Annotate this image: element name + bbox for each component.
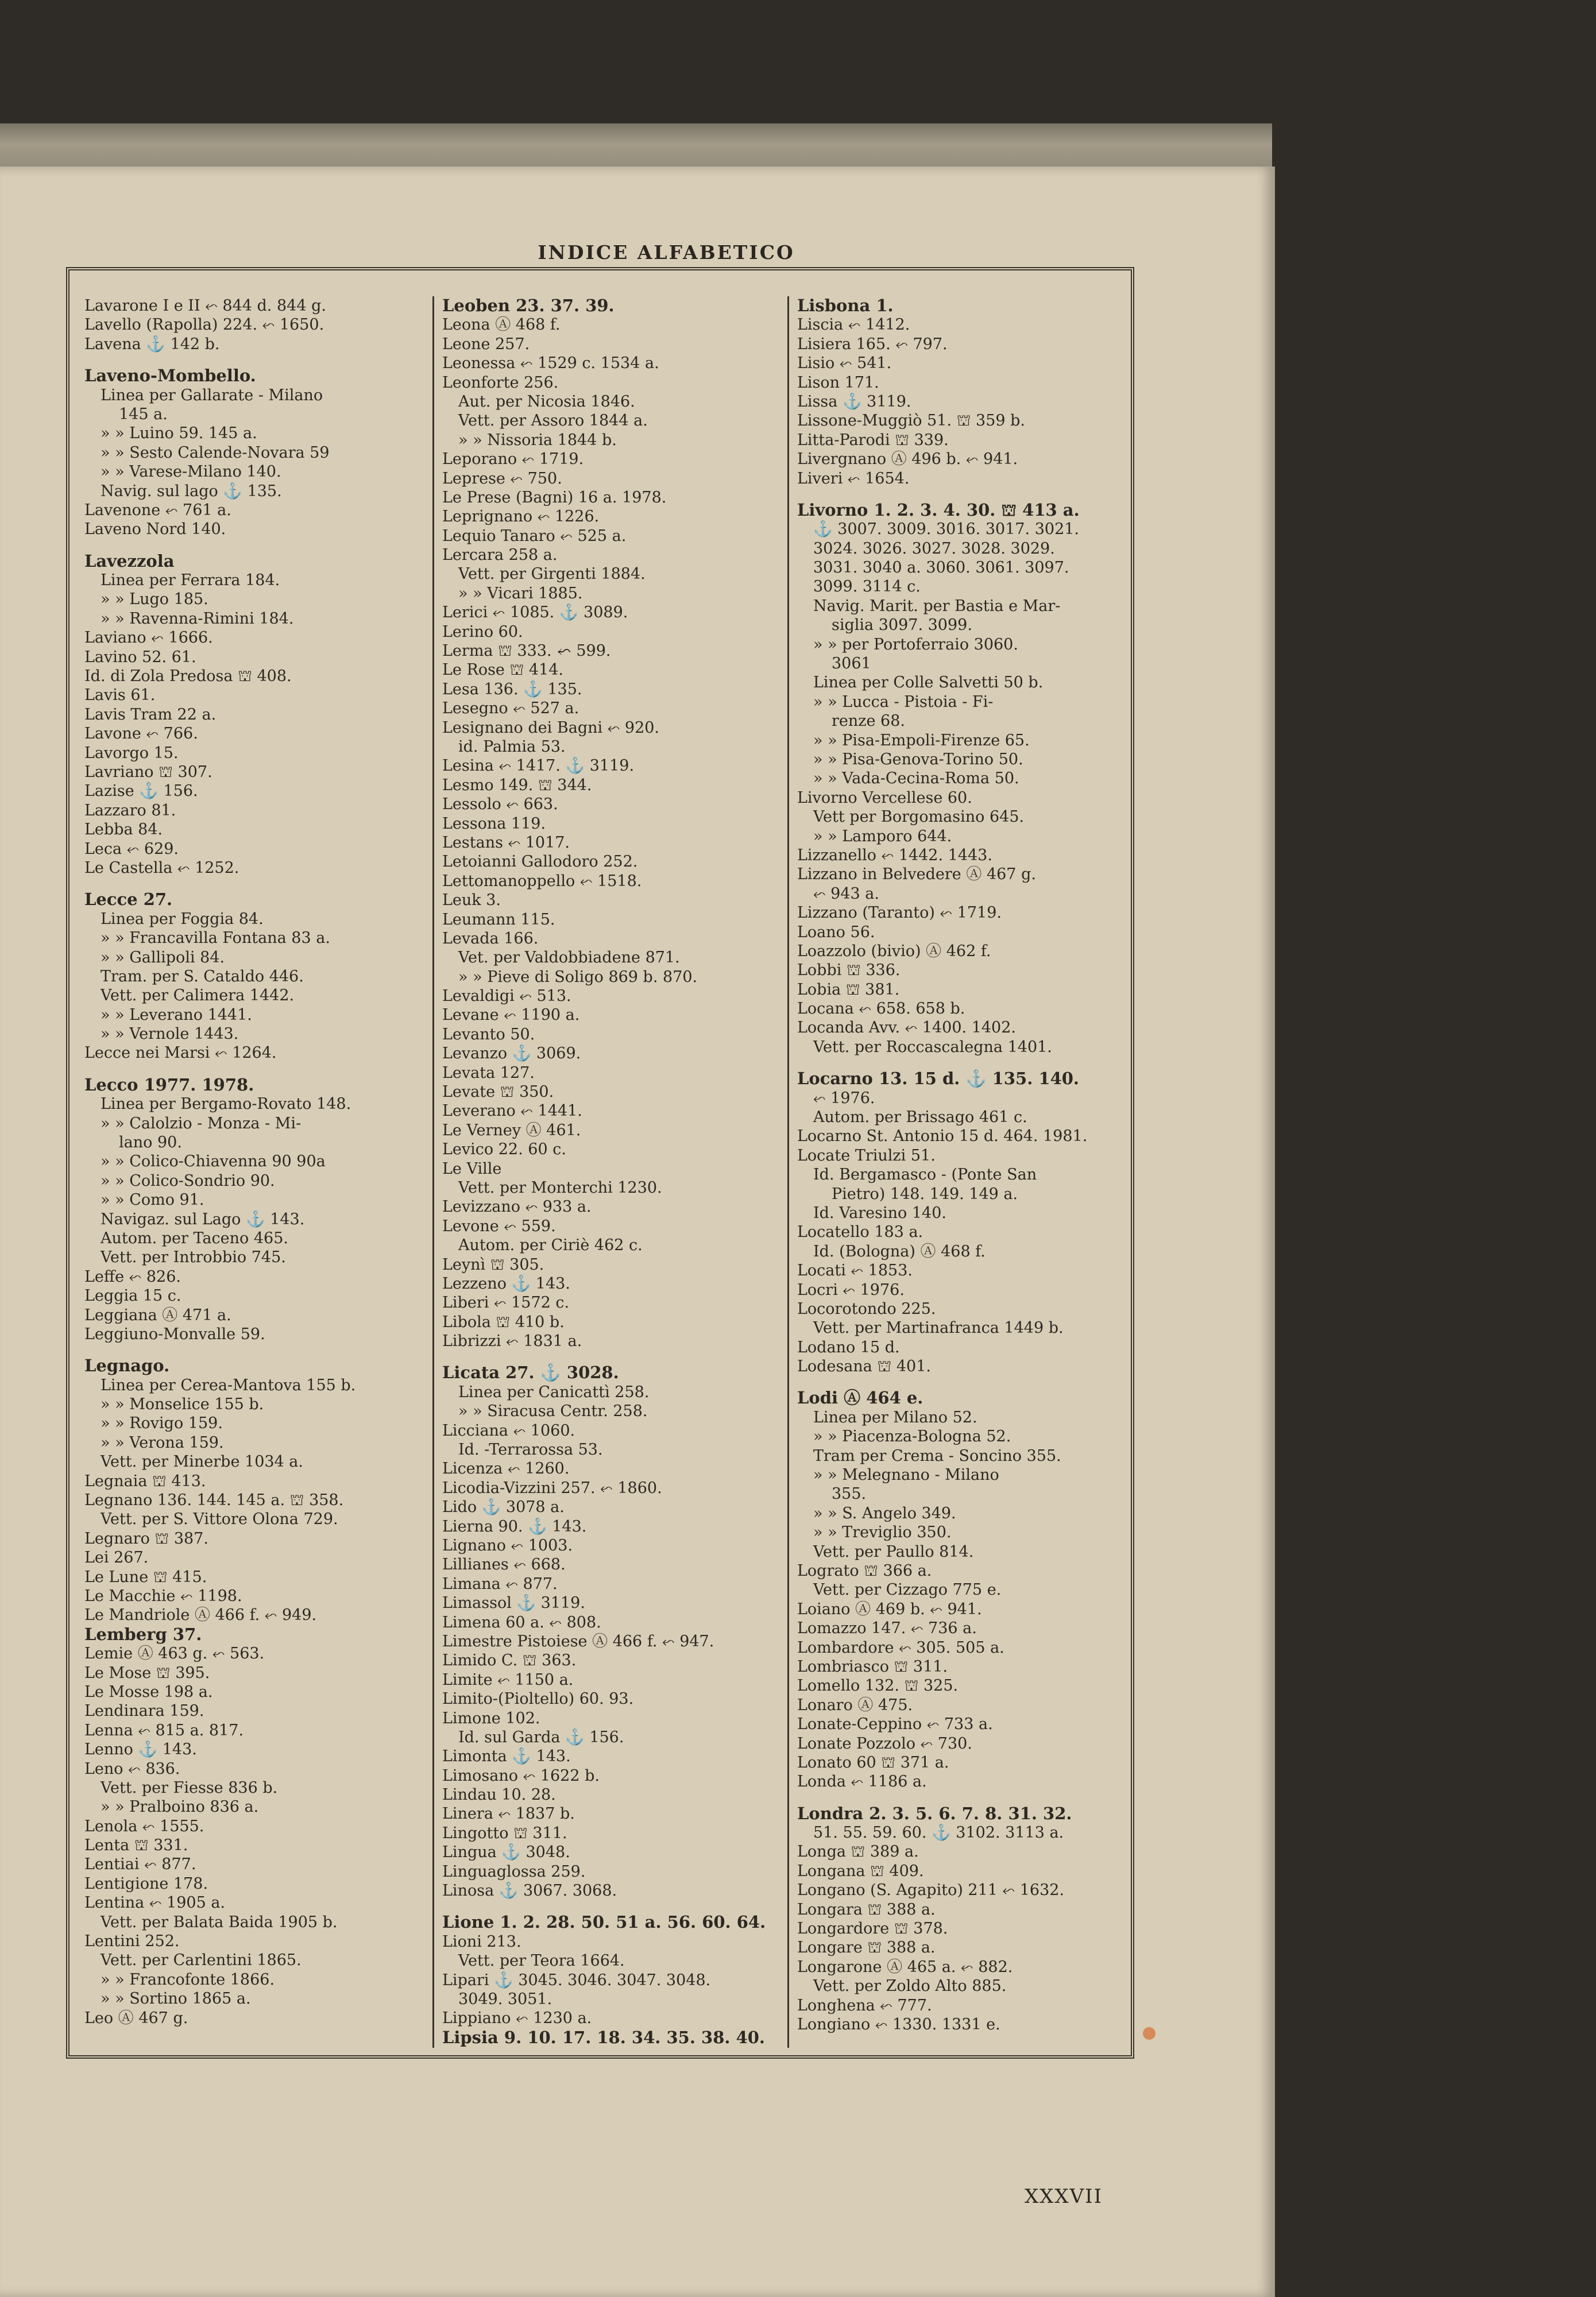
index-entry: Lombriasco ⛫ 311.	[797, 1657, 948, 1676]
index-entry: Linea per Gallarate - Milano	[101, 386, 323, 404]
index-entry: Legnaro ⛫ 387.	[84, 1529, 208, 1548]
index-entry: Id. Bergamasco - (Ponte San	[813, 1166, 1037, 1184]
index-entry: Lesegno ⬿ 527 a.	[442, 699, 579, 718]
index-entry: Vett per Borgomasino 645.	[813, 808, 1025, 826]
index-entry: Lenola ⬿ 1555.	[84, 1817, 204, 1835]
index-entry: Leffe ⬿ 826.	[84, 1267, 181, 1286]
index-entry: Levate ⛫ 350.	[442, 1083, 554, 1101]
index-entry: » » Nissoria 1844 b.	[458, 431, 617, 449]
index-entry: Lavis 61.	[84, 686, 156, 705]
index-entry: Lavriano ⛫ 307.	[84, 763, 212, 781]
index-entry: » » Varese-Milano 140.	[101, 463, 281, 481]
index-entry: Id. -Terrarossa 53.	[458, 1441, 603, 1459]
index-entry: Leynì ⛫ 305.	[442, 1255, 544, 1274]
index-entry: » » Vicari 1885.	[458, 584, 583, 602]
index-entry: Vett. per Cizzago 775 e.	[813, 1581, 1002, 1599]
index-entry: Aut. per Nicosia 1846.	[458, 392, 635, 411]
index-entry: Lesignano dei Bagni ⬿ 920.	[442, 718, 660, 737]
spacer	[84, 877, 412, 890]
index-entry: Lezzeno ⚓ 143.	[442, 1274, 570, 1293]
index-entry: Tram. per S. Cataldo 446.	[101, 967, 304, 985]
index-heading: Leoben 23. 37. 39.	[442, 296, 615, 315]
index-entry: Autom. per Ciriè 462 c.	[458, 1236, 643, 1255]
index-entry: Lillianes ⬿ 668.	[442, 1556, 566, 1574]
index-entry: Vett. per Calimera 1442.	[101, 987, 295, 1005]
index-entry: Levaldigi ⬿ 513.	[442, 987, 571, 1006]
spacer	[797, 1376, 1123, 1389]
index-entry: Autom. per Taceno 465.	[101, 1229, 288, 1247]
index-entry: Lerici ⬿ 1085. ⚓ 3089.	[442, 604, 628, 622]
index-entry: Lingua ⚓ 3048.	[442, 1843, 570, 1862]
index-entry: Longhena ⬿ 777.	[797, 1996, 932, 2014]
index-entry: Navig. Marit. per Bastia e Mar-	[813, 597, 1061, 615]
page-header: INDICE ALFABETICO	[538, 241, 795, 264]
index-entry: Loazzolo (bivio) Ⓐ 462 f.	[797, 942, 991, 960]
index-entry: Pietro) 148. 149. 149 a.	[832, 1185, 1018, 1203]
index-entry: Limana ⬿ 877.	[442, 1575, 558, 1593]
index-heading: Lione 1. 2. 28. 50. 51 a. 56. 60. 64.	[442, 1913, 766, 1932]
index-entry: 3024. 3026. 3027. 3028. 3029.	[813, 539, 1055, 558]
index-entry: Librizzi ⬿ 1831 a.	[442, 1332, 582, 1351]
index-entry: Vett. per Carlentini 1865.	[101, 1951, 302, 1970]
index-entry: Limonta ⚓ 143.	[442, 1747, 571, 1766]
index-entry: Lessona 119.	[442, 814, 546, 833]
index-entry: » » Pisa-Empoli-Firenze 65.	[813, 731, 1030, 749]
index-entry: Leno ⬿ 836.	[84, 1760, 180, 1778]
index-entry: 51. 55. 59. 60. ⚓ 3102. 3113 a.	[813, 1824, 1064, 1842]
index-entry: Lonato 60 ⛫ 371 a.	[797, 1753, 949, 1772]
index-entry: » » Lamporo 644.	[813, 827, 952, 845]
index-entry: Loano 56.	[797, 923, 875, 941]
index-entry: » » Sortino 1865 a.	[101, 1990, 251, 2008]
index-entry: Lignano ⬿ 1003.	[442, 1537, 573, 1554]
index-entry: Lazise ⚓ 156.	[84, 782, 198, 801]
index-entry: » » Luino 59. 145 a.	[101, 424, 257, 443]
spacer	[797, 1792, 1123, 1804]
index-entry: » » Monselice 155 b.	[101, 1395, 264, 1414]
index-entry: Lestans ⬿ 1017.	[442, 833, 570, 852]
index-entry: Lograto ⛫ 366 a.	[797, 1562, 932, 1580]
index-entry: Lido ⚓ 3078 a.	[442, 1498, 565, 1517]
index-entry: Le Ville	[442, 1159, 502, 1178]
index-entry: Lavello (Rapolla) 224. ⬿ 1650.	[84, 316, 324, 334]
index-entry: Vett. per Fiesse 836 b.	[101, 1778, 278, 1797]
index-entry: Lavino 52. 61.	[84, 648, 196, 666]
index-entry: » » Lucca - Pistoia - Fi-	[813, 693, 994, 711]
index-entry: Lodano 15 d.	[797, 1338, 900, 1356]
index-entry: Navig. sul lago ⚓ 135.	[101, 482, 282, 500]
index-entry: » » per Portoferraio 3060.	[813, 635, 1018, 653]
spacer	[797, 488, 1123, 501]
index-entry: Le Mandriole Ⓐ 466 f. ⬿ 949.	[84, 1606, 317, 1625]
index-entry: » » Leverano 1441.	[101, 1006, 252, 1024]
index-heading: Livorno 1. 2. 3. 4. 30. ⛫ 413 a.	[797, 500, 1080, 520]
ink-dot	[1143, 2027, 1156, 2040]
index-entry: Lizzano in Belvedere Ⓐ 467 g.	[797, 865, 1036, 884]
index-heading: Lipsia 9. 10. 17. 18. 34. 35. 38. 40.	[442, 2028, 766, 2047]
index-entry: Licenza ⬿ 1260.	[442, 1460, 570, 1478]
index-entry: » » Pralboino 836 a.	[101, 1798, 259, 1816]
index-entry: Linea per Cerea-Mantova 155 b.	[101, 1376, 356, 1394]
index-entry: Lerma ⛫ 333. ⬿ 599.	[442, 642, 611, 660]
index-entry: Leprese ⬿ 750.	[442, 469, 562, 488]
index-entry: Lobia ⛫ 381.	[797, 980, 900, 999]
index-entry: Tram per Crema - Soncino 355.	[813, 1447, 1061, 1465]
index-entry: Lebba 84.	[84, 821, 163, 839]
index-entry: Lentina ⬿ 1905 a.	[84, 1894, 226, 1912]
spacer	[797, 1057, 1123, 1069]
index-entry: Lingotto ⛫ 311.	[442, 1824, 567, 1842]
index-entry: Linosa ⚓ 3067. 3068.	[442, 1882, 617, 1900]
index-entry: Limone 102.	[442, 1709, 540, 1727]
index-entry: » » Sesto Calende-Novara 59	[101, 443, 330, 462]
index-entry: Leonforte 256.	[442, 373, 559, 392]
index-entry: Levizzano ⬿ 933 a.	[442, 1198, 592, 1216]
index-entry: Le Lune ⛫ 415.	[84, 1568, 207, 1586]
index-entry: Lendinara 159.	[84, 1702, 204, 1720]
index-entry: Limassol ⚓ 3119.	[442, 1594, 585, 1612]
index-entry: Lindau 10. 28.	[442, 1786, 556, 1804]
index-entry: Navigaz. sul Lago ⚓ 143.	[101, 1210, 305, 1228]
index-entry: » » Melegnano - Milano	[813, 1466, 999, 1484]
index-entry: Livorno Vercellese 60.	[797, 788, 972, 807]
index-entry: Lazzaro 81.	[84, 801, 176, 819]
index-entry: Vett. per S. Vittore Olona 729.	[101, 1510, 338, 1529]
index-entry: Levane ⬿ 1190 a.	[442, 1006, 580, 1024]
index-heading: Lavezzola	[84, 551, 175, 571]
index-entry: Limena 60 a. ⬿ 808.	[442, 1613, 601, 1631]
index-heading: Londra 2. 3. 5. 6. 7. 8. 31. 32.	[797, 1804, 1072, 1823]
index-entry: » » Colico-Sondrio 90.	[101, 1171, 275, 1190]
index-entry: siglia 3097. 3099.	[832, 616, 972, 635]
index-entry: Laveno Nord 140.	[84, 520, 226, 539]
index-heading: Lemberg 37.	[84, 1625, 202, 1644]
index-entry: » » Como 91.	[101, 1191, 204, 1209]
index-entry: Limestre Pistoiese Ⓐ 466 f. ⬿ 947.	[442, 1632, 714, 1650]
index-entry: Leonessa ⬿ 1529 c. 1534 a.	[442, 354, 659, 373]
index-entry: Lesmo 149. ⛫ 344.	[442, 776, 592, 794]
index-entry: Le Mose ⛫ 395.	[84, 1664, 210, 1682]
index-entry: Lentigione 178.	[84, 1874, 208, 1893]
index-heading: Licata 27. ⚓ 3028.	[442, 1363, 619, 1383]
index-entry: 145 a.	[119, 405, 168, 423]
index-entry: Linea per Canicattì 258.	[458, 1383, 650, 1401]
index-entry: Leverano ⬿ 1441.	[442, 1102, 582, 1120]
index-entry: Linea per Milano 52.	[813, 1408, 977, 1426]
index-entry: Lesa 136. ⚓ 135.	[442, 680, 582, 698]
index-entry: Lenno ⚓ 143.	[84, 1741, 197, 1759]
spacer	[84, 1344, 412, 1356]
index-heading: Legnago.	[84, 1356, 170, 1376]
index-entry: » » Piacenza-Bologna 52.	[813, 1428, 1011, 1446]
index-entry: Lonate-Ceppino ⬿ 733 a.	[797, 1715, 993, 1734]
index-entry: Vett. per Roccascalegna 1401.	[813, 1038, 1052, 1056]
index-entry: Linera ⬿ 1837 b.	[442, 1805, 575, 1823]
index-entry: ⬿ 943 a.	[813, 884, 879, 903]
index-entry: Vett. per Martinafranca 1449 b.	[813, 1319, 1064, 1337]
index-entry: » » Francofonte 1866.	[101, 1970, 275, 1989]
index-entry: Lonate Pozzolo ⬿ 730.	[797, 1734, 972, 1753]
index-entry: Longardore ⛫ 378.	[797, 1920, 948, 1938]
index-entry: » » Vada-Cecina-Roma 50.	[813, 769, 1019, 788]
index-entry: Le Mosse 198 a.	[84, 1683, 213, 1701]
index-entry: Licciana ⬿ 1060.	[442, 1421, 575, 1440]
index-entry: Liscia ⬿ 1412.	[797, 316, 910, 334]
index-entry: Lombardore ⬿ 305. 505 a.	[797, 1638, 1004, 1657]
index-entry: Lodesana ⛫ 401.	[797, 1358, 931, 1376]
spacer	[442, 1900, 768, 1913]
index-entry: Longarone Ⓐ 465 a. ⬿ 882.	[797, 1958, 1013, 1976]
index-column-2	[432, 296, 768, 2048]
index-entry: Le Macchie ⬿ 1198.	[84, 1587, 242, 1605]
index-entry: Lercara 258 a.	[442, 546, 558, 564]
index-entry: » » Siracusa Centr. 258.	[458, 1402, 648, 1421]
index-heading: Laveno-Mombello.	[84, 366, 256, 386]
index-entry: Levada 166.	[442, 929, 539, 948]
index-entry: Locatello 183 a.	[797, 1223, 923, 1242]
index-entry: 3031. 3040 a. 3060. 3061. 3097.	[813, 559, 1069, 577]
spacer	[84, 354, 412, 366]
index-entry: Lisiera 165. ⬿ 797.	[797, 335, 948, 353]
index-entry: Longare ⛫ 388 a.	[797, 1939, 936, 1957]
index-entry: Leca ⬿ 629.	[84, 840, 179, 858]
index-entry: Le Prese (Bagni) 16 a. 1978.	[442, 488, 667, 506]
index-entry: » » Rovigo 159.	[101, 1414, 223, 1433]
index-entry: Le Castella ⬿ 1252.	[84, 859, 239, 877]
index-entry: Locorotondo 225.	[797, 1300, 936, 1318]
index-entry: Longiano ⬿ 1330. 1331 e.	[797, 2015, 1000, 2033]
index-entry: Lison 171.	[797, 373, 879, 392]
index-entry: Id. di Zola Predosa ⛫ 408.	[84, 667, 292, 686]
index-entry: Laviano ⬿ 1666.	[84, 629, 213, 647]
index-entry: Liberi ⬿ 1572 c.	[442, 1294, 570, 1312]
index-entry: Leo Ⓐ 467 g.	[84, 2009, 188, 2027]
index-entry: Limido C. ⛫ 363.	[442, 1652, 577, 1670]
spacer	[442, 1351, 768, 1363]
index-entry: Lecce nei Marsi ⬿ 1264.	[84, 1044, 277, 1062]
index-entry: » » S. Angelo 349.	[813, 1504, 956, 1522]
index-entry: Loiano Ⓐ 469 b. ⬿ 941.	[797, 1600, 982, 1618]
spacer	[84, 539, 412, 552]
index-entry: Linea per Foggia 84.	[101, 910, 264, 928]
index-entry: » » Vernole 1443.	[101, 1025, 239, 1043]
index-entry: Levico 22. 60 c.	[442, 1140, 566, 1159]
index-entry: ⬿ 1976.	[813, 1089, 875, 1107]
index-entry: Linguaglossa 259.	[442, 1862, 586, 1881]
index-entry: Leumann 115.	[442, 910, 555, 929]
index-entry: 355.	[832, 1485, 867, 1503]
index-entry: Lavis Tram 22 a.	[84, 705, 217, 724]
index-entry: Lipari ⚓ 3045. 3046. 3047. 3048.	[442, 1971, 711, 1989]
index-entry: Leona Ⓐ 468 f.	[442, 316, 561, 334]
index-entry: Livergnano Ⓐ 496 b. ⬿ 941.	[797, 450, 1018, 469]
index-entry: Vett. per Minerbe 1034 a.	[101, 1453, 303, 1471]
index-column-1	[76, 296, 412, 2048]
index-entry: Leprignano ⬿ 1226.	[442, 508, 600, 526]
index-entry: Lonaro Ⓐ 475.	[797, 1696, 913, 1714]
index-entry: Lenta ⛫ 331.	[84, 1836, 188, 1855]
index-entry: » » Gallipoli 84.	[101, 948, 225, 966]
index-entry: Levanzo ⚓ 3069.	[442, 1045, 581, 1063]
index-entry: Id. Varesino 140.	[813, 1204, 946, 1222]
index-entry: Legnaia ⛫ 413.	[84, 1472, 206, 1490]
index-entry: Lavenone ⬿ 761 a.	[84, 501, 231, 519]
index-entry: Levone ⬿ 559.	[442, 1217, 556, 1235]
index-entry: » » Francavilla Fontana 83 a.	[101, 929, 330, 948]
index-entry: Locana ⬿ 658. 658 b.	[797, 1000, 965, 1018]
index-entry: Locate Triulzi 51.	[797, 1146, 936, 1165]
index-heading: Lecce 27.	[84, 890, 173, 910]
index-entry: Lentini 252.	[84, 1932, 180, 1951]
index-entry: Lettomanoppello ⬿ 1518.	[442, 872, 642, 890]
index-entry: Vett. per Girgenti 1884.	[458, 565, 646, 583]
index-entry: Legnano 136. 144. 145 a. ⛫ 358.	[84, 1491, 344, 1510]
index-entry: Longano (S. Agapito) 211 ⬿ 1632.	[797, 1881, 1065, 1900]
index-entry: » » Treviglio 350.	[813, 1523, 952, 1542]
index-entry: Vett. per Assoro 1844 a.	[458, 412, 648, 430]
index-entry: Leone 257.	[442, 335, 530, 353]
index-entry: » » Ravenna-Rimini 184.	[101, 609, 294, 628]
index-entry: Lavorgo 15.	[84, 744, 179, 762]
index-entry: Lequio Tanaro ⬿ 525 a.	[442, 527, 627, 545]
index-entry: Lissone-Muggiò 51. ⛫ 359 b.	[797, 412, 1025, 430]
index-entry: Limite ⬿ 1150 a.	[442, 1670, 574, 1689]
index-entry: 3099. 3114 c.	[813, 578, 921, 596]
index-entry: Limosano ⬿ 1622 b.	[442, 1766, 600, 1785]
index-entry: Linea per Ferrara 184.	[101, 571, 280, 590]
index-entry: » » Colico-Chiavenna 90 90a	[101, 1153, 326, 1171]
spacer	[84, 1063, 412, 1076]
index-entry: Litta-Parodi ⛫ 339.	[797, 431, 949, 449]
index-entry: Levanto 50.	[442, 1025, 535, 1043]
index-entry: 3061	[832, 655, 871, 673]
index-heading: Lecco 1977. 1978.	[84, 1075, 254, 1095]
index-entry: Vett. per Zoldo Alto 885.	[813, 1977, 1007, 1996]
index-entry: » » Calolzio - Monza - Mi-	[101, 1114, 302, 1132]
index-entry: Vett. per Introbbio 745.	[101, 1248, 286, 1267]
index-entry: ⚓ 3007. 3009. 3016. 3017. 3021.	[813, 520, 1080, 539]
index-entry: Vett. per Balata Baida 1905 b.	[101, 1913, 338, 1931]
index-entry: Levata 127.	[442, 1064, 535, 1082]
index-entry: Lizzano (Taranto) ⬿ 1719.	[797, 904, 1002, 922]
index-entry: Lizzanello ⬿ 1442. 1443.	[797, 846, 992, 864]
index-entry: » » Lugo 185.	[101, 590, 208, 609]
index-entry: Lemie Ⓐ 463 g. ⬿ 563.	[84, 1645, 265, 1663]
index-entry: Leggiuno-Monvalle 59.	[84, 1325, 265, 1343]
index-heading: Lodi Ⓐ 464 e.	[797, 1389, 923, 1408]
index-column-3	[787, 296, 1123, 2048]
index-entry: Leporano ⬿ 1719.	[442, 450, 584, 469]
index-entry: Lavone ⬿ 766.	[84, 725, 198, 743]
book-page	[0, 167, 1275, 2297]
index-entry: Liveri ⬿ 1654.	[797, 469, 910, 488]
index-entry: Lerino 60.	[442, 622, 523, 641]
index-entry: Id. sul Garda ⚓ 156.	[458, 1728, 624, 1746]
index-entry: Lisio ⬿ 541.	[797, 354, 892, 373]
index-entry: id. Palmia 53.	[458, 737, 566, 756]
index-entry: Lavena ⚓ 142 b.	[84, 335, 220, 353]
index-entry: 3049. 3051.	[458, 1990, 552, 2008]
index-entry: Lessolo ⬿ 663.	[442, 795, 558, 814]
page-number: XXXVII	[1024, 2185, 1103, 2208]
index-entry: Vett. per Teora 1664.	[458, 1952, 625, 1970]
index-entry: renze 68.	[832, 712, 905, 730]
index-entry: Lei 267.	[84, 1549, 149, 1567]
index-heading: Locarno 13. 15 d. ⚓ 135. 140.	[797, 1069, 1080, 1089]
index-entry: Lobbi ⛫ 336.	[797, 961, 901, 980]
index-entry: Locarno St. Antonio 15 d. 464. 1981.	[797, 1127, 1088, 1146]
index-entry: Lesina ⬿ 1417. ⚓ 3119.	[442, 757, 635, 775]
index-entry: » » Pisa-Genova-Torino 50.	[813, 750, 1023, 768]
index-entry: Locri ⬿ 1976.	[797, 1281, 905, 1299]
index-entry: Longana ⛫ 409.	[797, 1862, 924, 1880]
index-entry: » » Verona 159.	[101, 1433, 224, 1452]
index-entry: Lomazzo 147. ⬿ 736 a.	[797, 1619, 977, 1638]
index-entry: Vet. per Valdobbiadene 871.	[458, 949, 680, 967]
index-entry: Lomello 132. ⛫ 325.	[797, 1677, 959, 1695]
index-entry: Longa ⛫ 389 a.	[797, 1843, 919, 1861]
index-entry: Lippiano ⬿ 1230 a.	[442, 2009, 592, 2028]
index-entry: Autom. per Brissago 461 c.	[813, 1108, 1027, 1127]
index-entry: Licodia-Vizzini 257. ⬿ 1860.	[442, 1479, 662, 1497]
index-entry: Letoianni Gallodoro 252.	[442, 853, 638, 871]
index-entry: Linea per Colle Salvetti 50 b.	[813, 674, 1044, 692]
index-entry: Vett. per Paullo 814.	[813, 1542, 974, 1561]
index-entry: Id. (Bologna) Ⓐ 468 f.	[813, 1242, 986, 1260]
index-entry: Lioni 213.	[442, 1932, 521, 1951]
index-entry: Leggia 15 c.	[84, 1287, 181, 1305]
index-entry: Lierna 90. ⚓ 143.	[442, 1517, 587, 1536]
index-entry: Le Verney Ⓐ 461.	[442, 1121, 581, 1139]
index-entry: Leggiana Ⓐ 471 a.	[84, 1306, 231, 1324]
index-entry: Lenna ⬿ 815 a. 817.	[84, 1721, 244, 1739]
index-entry: Libola ⛫ 410 b.	[442, 1313, 565, 1331]
index-entry: lano 90.	[119, 1134, 182, 1152]
index-entry: Locanda Avv. ⬿ 1400. 1402.	[797, 1019, 1016, 1037]
index-entry: Limito-(Pioltello) 60. 93.	[442, 1690, 634, 1708]
index-entry: Lavarone I e II ⬿ 844 d. 844 g.	[84, 297, 326, 315]
index-entry: Locati ⬿ 1853.	[797, 1262, 913, 1280]
index-entry: Le Rose ⛫ 414.	[442, 661, 564, 679]
index-entry: Londa ⬿ 1186 a.	[797, 1773, 927, 1791]
index-entry: Linea per Bergamo-Rovato 148.	[101, 1095, 351, 1113]
index-entry: Longara ⛫ 388 a.	[797, 1900, 936, 1919]
index-entry: Leuk 3.	[442, 891, 501, 910]
index-entry: Lissa ⚓ 3119.	[797, 392, 911, 411]
index-table	[66, 267, 1134, 2059]
index-entry: Vett. per Monterchi 1230.	[458, 1178, 662, 1197]
index-entry: Lentiai ⬿ 877.	[84, 1855, 196, 1874]
index-heading: Lisbona 1.	[797, 296, 894, 315]
index-entry: » » Pieve di Soligo 869 b. 870.	[458, 968, 698, 986]
